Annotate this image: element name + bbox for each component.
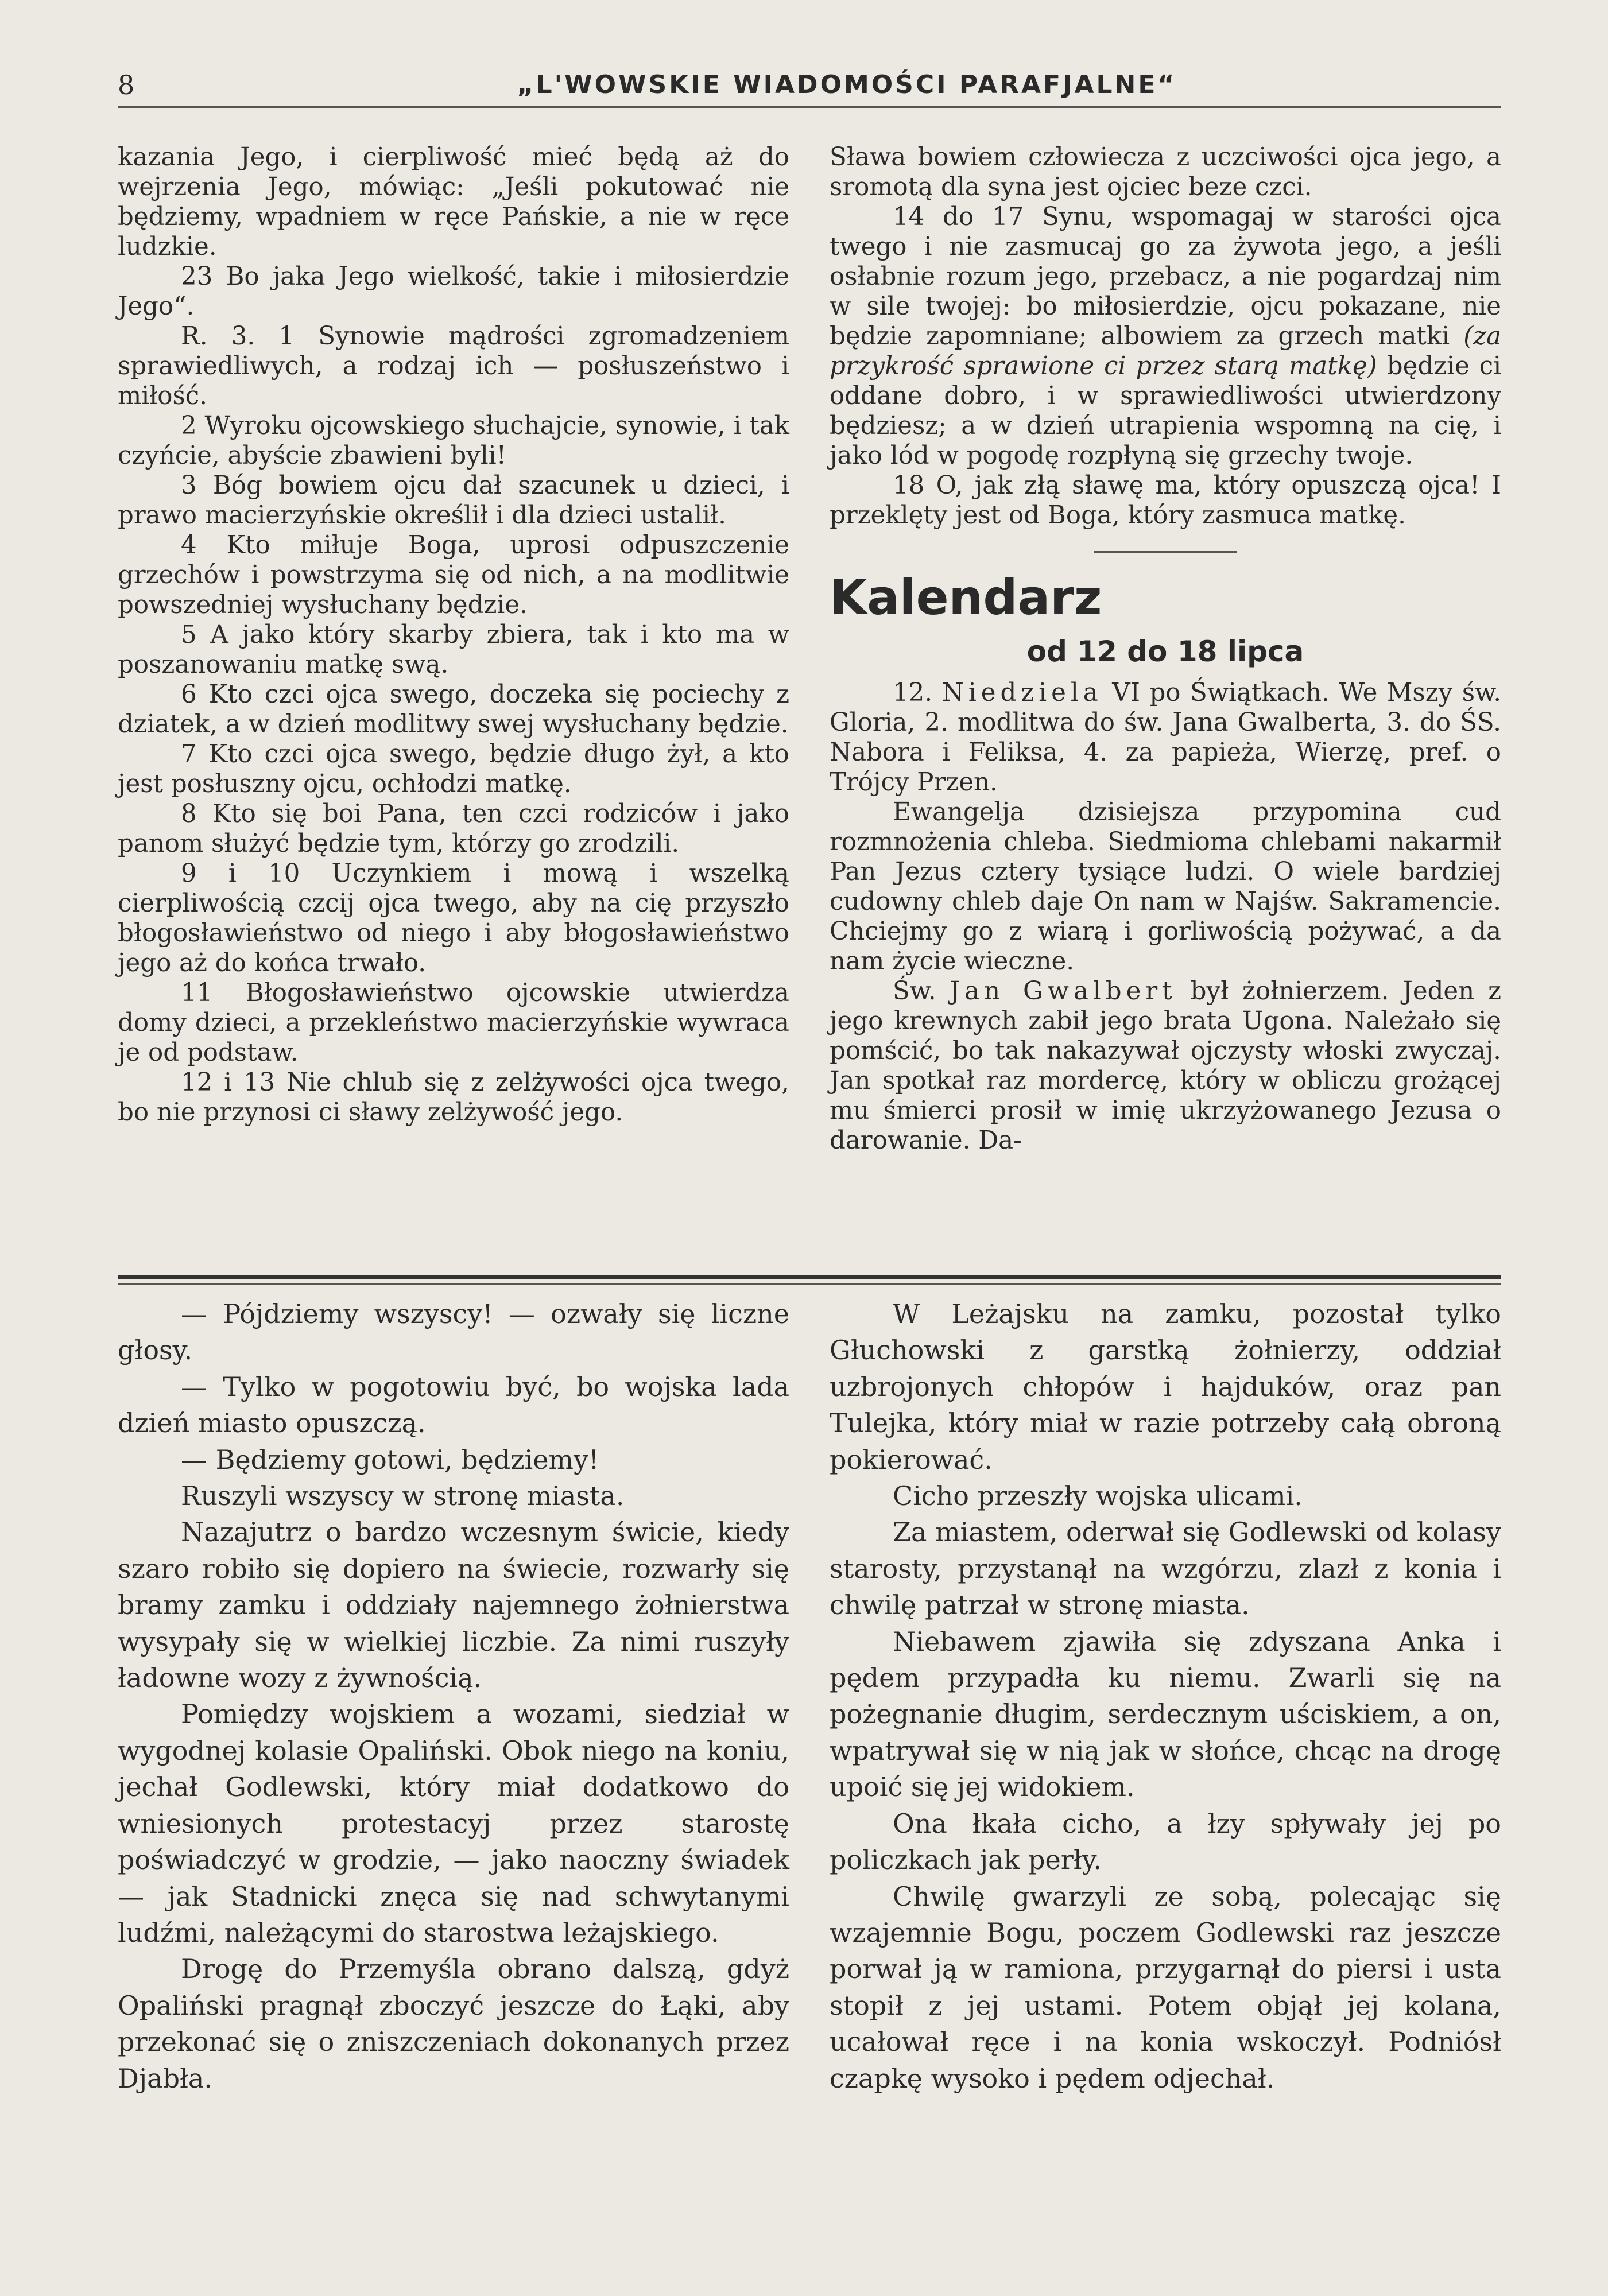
paragraph: Ruszyli wszyscy w stronę miasta. bbox=[181, 1480, 625, 1512]
paragraph: Drogę do Przemyśla obrano dalszą, gdyż Opaliński pragnął zboczyć jeszcze do Łąki, aby przekonać się o zniszczeniach dokonanych przez Djabła. bbox=[118, 1953, 789, 2094]
paragraph: Sława bowiem człowiecza z uczciwości ojca jego, a sromotą dla syna jest ojciec beze czci. bbox=[830, 143, 1501, 201]
italic-aside: (za przykrość sprawione ci przez starą matkę) bbox=[830, 322, 1502, 381]
calendar-date-range: od 12 do 18 lipca bbox=[1026, 635, 1304, 668]
text-run: VI po Świątkach. We Mszy św. Gloria, 2. modlitwa do św. Jana Gwalberta, 3. do ŚS. Nabora i Feliksa, 4. za papieża, Wierzę, pref. o Trójcy Przen. bbox=[830, 678, 1502, 797]
calendar-entry bbox=[830, 678, 1501, 797]
calendar-entry bbox=[830, 976, 1501, 1155]
paragraph: Za miastem, oderwał się Godlewski od kolasy starosty, przystanął na wzgórzu, zlazł z konia i chwilę patrzał w stronę miasta. bbox=[830, 1517, 1501, 1621]
paragraph: Niebawem zjawiła się zdyszana Anka i pędem przypadła ku niemu. Zwarli się na pożegnanie długim, serdecznym uściskiem, a on, wpatrywał się w nią jak w słońce, chcąc na drogę upoić się jej widokiem. bbox=[830, 1626, 1501, 1803]
spaced-word: Niedziela bbox=[941, 678, 1103, 707]
paragraph: Nazajutrz o bardzo wczesnym świcie, kiedy szaro robiło się dopiero na świecie, rozwarły się bramy zamku i oddziały najemnego żołnierstwa wysypały się w wielkiej liczbie. Za nimi ruszyły ładowne wozy z żywnością. bbox=[118, 1517, 789, 1694]
paragraph: Cicho przeszły wojska ulicami. bbox=[893, 1480, 1303, 1512]
paragraph: 11 Błogosławieństwo ojcowskie utwierdza domy dzieci, a przekleństwo macierzyńskie wywraca je od podstaw. bbox=[118, 979, 789, 1067]
header-rule bbox=[118, 106, 1501, 108]
paragraph: W Leżajsku na zamku, pozostał tylko Głuchowski z garstką żołnierzy, oddział uzbrojonych chłopów i hajduków, oraz pan Tulejka, który miał w razie potrzeby całą obroną pokierować. bbox=[830, 1298, 1501, 1475]
paragraph: 4 Kto miłuje Boga, uprosi odpuszczenie grzechów i powstrzyma się od nich, a na modlitwie powszedniej wysłuchany będzie. bbox=[118, 531, 789, 619]
paragraph: R. 3. 1 Synowie mądrości zgromadzeniem sprawiedliwych, a rodzaj ich — posłuszeństwo i miłość. bbox=[118, 322, 789, 410]
paragraph: 3 Bóg bowiem ojcu dał szacunek u dzieci, i prawo macierzyńskie określił i dla dzieci ustalił. bbox=[118, 471, 789, 530]
paragraph: 23 Bo jaka Jego wielkość, takie i miłosierdzie Jego“. bbox=[118, 262, 789, 321]
section-rule-thick bbox=[118, 1275, 1501, 1279]
scripture-column-left bbox=[118, 142, 789, 1127]
paragraph: — Tylko w pogotowiu być, bo wojska lada dzień miasto opuszczą. bbox=[118, 1371, 789, 1439]
scripture-column-right bbox=[830, 142, 1501, 1155]
text-run: Św. bbox=[893, 977, 936, 1006]
calendar-entry: Ewangelja dzisiejsza przypomina cud rozmnożenia chleba. Siedmioma chlebami nakarmił Pan Jezus cztery tysiące ludzi. O wiele bardziej cudowny chleb daje On nam w Najśw. Sakramencie. Chciejmy go z wiarą i gorliwością pożywać, a da nam życie wieczne. bbox=[830, 798, 1501, 976]
running-head: „L'WOWSKIE WIADOMOŚCI PARAFJALNE“ bbox=[517, 70, 1177, 99]
section-rule-thin bbox=[118, 1283, 1501, 1285]
story-column-right bbox=[830, 1296, 1501, 2097]
paragraph: 8 Kto się boi Pana, ten czci rodziców i jako panom służyć będzie tym, którzy go zrodzili. bbox=[118, 800, 789, 858]
text-run: 12. bbox=[893, 678, 933, 707]
paragraph bbox=[830, 202, 1501, 471]
paragraph: 12 i 13 Nie chlub się z zelżywości ojca twego, bo nie przynosi ci sławy zelżywość jego. bbox=[118, 1068, 789, 1127]
paragraph: 9 i 10 Uczynkiem i mową i wszelką cierpliwością czcij ojca twego, aby na cię przyszło błogosławieństwo od niego i aby błogosławieństwo jego aż do końca trwało. bbox=[118, 859, 789, 978]
paragraph: — Będziemy gotowi, będziemy! bbox=[181, 1444, 599, 1475]
spaced-word: Jan Gwalbert bbox=[950, 977, 1177, 1006]
paragraph: — Pójdziemy wszyscy! — ozwały się liczne głosy. bbox=[118, 1298, 789, 1366]
paragraph: kazania Jego, i cierpliwość mieć będą aż do wejrzenia Jego, mówiąc: „Jeśli pokutować nie będziemy, wpadniem w ręce Pańskie, a nie w ręce ludzkie. bbox=[118, 143, 789, 261]
paragraph: Chwilę gwarzyli ze sobą, polecając się wzajemnie Bogu, poczem Godlewski raz jeszcze porwał ją w ramiona, przygarnął do piersi i usta stopił z jej ustami. Potem objął jej kolana, ucałował ręce i na konia wskoczył. Podniósł czapkę wysoko i pędem odjechał. bbox=[830, 1880, 1501, 2094]
text-run: 14 do 17 Synu, wspomagaj w starości ojca twego i nie zasmucaj go za żywota jego, a jeśli osłabnie rozum jego, przebacz, a nie pogardzaj nim w sile twojej: bo miłosierdzie, ojcu pokazane, nie będzie zapomniane; albowiem za grzech matki bbox=[830, 203, 1501, 351]
paragraph: 18 O, jak złą sławę ma, który opuszczą ojca! I przeklęty jest od Boga, który zasmuca matkę. bbox=[830, 471, 1501, 530]
text-run: był żołnierzem. Jeden z jego krewnych zabił jego brata Ugona. Należało się pomścić, bo tak nakazywał ojczysty włoski zwyczaj. Jan spotkał raz mordercę, który w obliczu grożącej mu śmierci prosił w imię ukrzyżowanego Jezusa o darowanie. Da- bbox=[830, 977, 1502, 1155]
text-run: będzie ci oddane dobro, i w sprawiedliwości utwierdzony będziesz; a w dzień utrapienia wspomną na cię, i jako lód w pogodę rozpłyną się grzechy twoje. bbox=[830, 352, 1501, 470]
paragraph: 2 Wyroku ojcowskiego słuchajcie, synowie, i tak czyńcie, abyście zbawieni byli! bbox=[118, 412, 789, 470]
paragraph: 5 A jako który skarby zbiera, tak i kto ma w poszanowaniu matkę swą. bbox=[118, 620, 789, 679]
paragraph: 6 Kto czci ojca swego, doczeka się pociechy z dziatek, a w dzień modlitwy swej wysłuchany będzie. bbox=[118, 680, 789, 739]
story-column-left bbox=[118, 1296, 789, 2097]
paragraph: 7 Kto czci ojca swego, będzie długo żył, a kto jest posłuszny ojcu, ochłodzi matkę. bbox=[118, 740, 789, 798]
paragraph: Pomiędzy wojskiem a wozami, siedział w wygodnej kolasie Opaliński. Obok niego na koniu, jechał Godlewski, który miał dodatkowo do wniesionych protestacyj przez starostę poświadczyć w grodzie, — jako naoczny świadek — jak Stadnicki znęca się nad schwytanymi ludźmi, należącymi do starostwa leżajskiego. bbox=[118, 1698, 789, 1948]
calendar-heading: Kalendarz bbox=[830, 569, 1102, 626]
section-divider bbox=[1094, 551, 1237, 553]
page-number: 8 bbox=[118, 69, 135, 100]
paragraph: Ona łkała cicho, a łzy spływały jej po policzkach jak perły. bbox=[830, 1808, 1501, 1876]
